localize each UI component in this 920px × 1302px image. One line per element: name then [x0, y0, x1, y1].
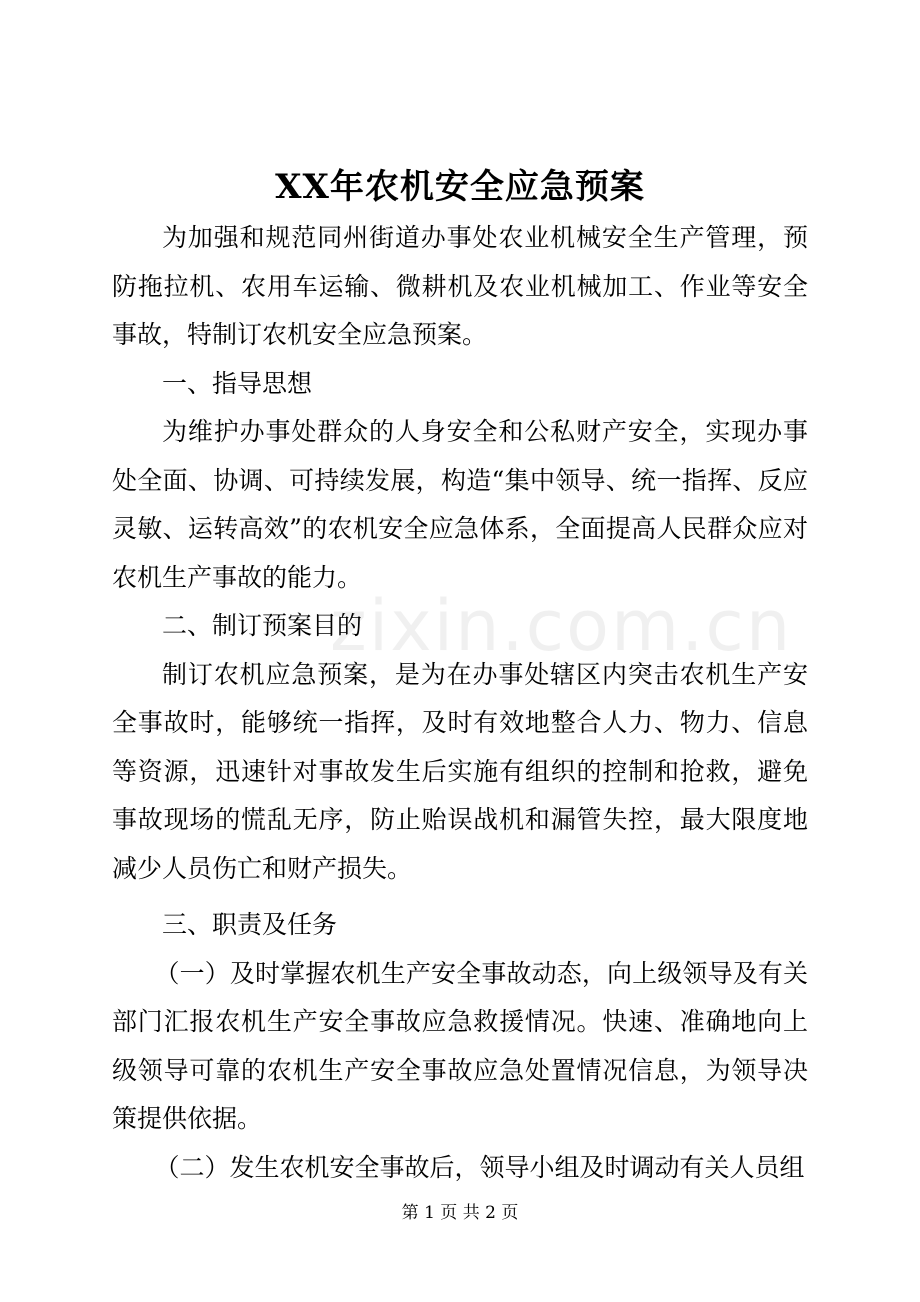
heading-purpose: 二、制订预案目的	[162, 611, 363, 640]
paragraph-duty-1: （一）及时掌握农机生产安全事故动态，向上级领导及有关部门汇报农机生产安全事故应急救援情况。快速、准确地向上级领导可靠的农机生产安全事故应急处置情况信息，为领导决策提供依据。	[112, 958, 808, 1133]
paragraph-purpose: 制订农机应急预案，是为在办事处辖区内突击农机生产安全事故时，能够统一指挥，及时有效地整合人力、物力、信息等资源，迅速针对事故发生后实施有组织的控制和抢救，避免事故现场的慌乱无序，防止贻误战机和漏管失控，最大限度地减少人员伤亡和财产损失。	[112, 659, 808, 883]
paragraph-duty-2: （二）发生农机安全事故后，领导小组及时调动有关人员组	[154, 1152, 805, 1182]
heading-guiding-ideology: 一、指导思想	[162, 368, 313, 398]
paragraph-intro: 为加强和规范同州街道办事处农业机械安全生产管理，预防拖拉机、农用车运输、微耕机及农业机械加工、作业等安全事故，特制订农机安全应急预案。	[112, 223, 808, 349]
paragraph-guiding-ideology: 为维护办事处群众的人身安全和公私财产安全，实现办事处全面、协调、可持续发展，构造“集中领导、统一指挥、反应灵敏、运转高效”的农机安全应急体系，全面提高人民群众应对农机生产事故的能力。	[112, 417, 808, 592]
page-footer: 第 1 页 共 2 页	[401, 1203, 519, 1223]
watermark: zixin.com.cn	[330, 585, 793, 667]
document-body	[112, 214, 808, 1192]
document-title: XX年农机安全应急预案	[275, 167, 645, 207]
heading-duties: 三、职责及任务	[162, 910, 338, 939]
